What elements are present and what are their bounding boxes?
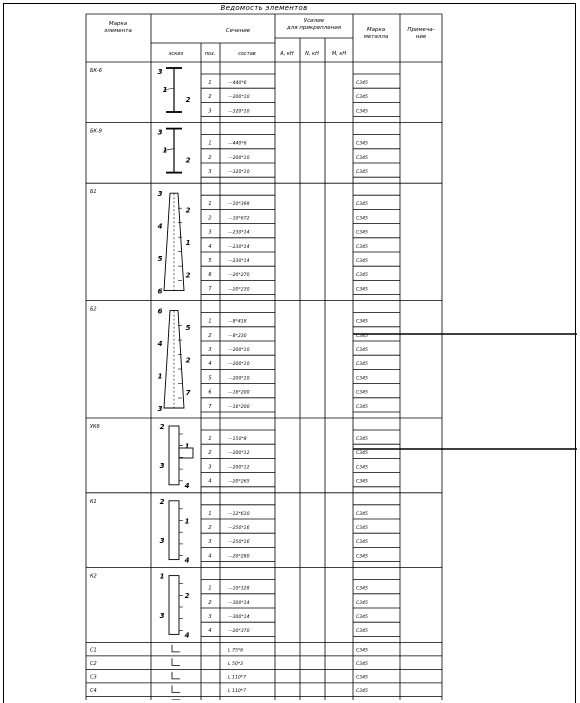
header-composition: состав bbox=[238, 51, 256, 57]
steel-grade: С345 bbox=[356, 450, 368, 456]
callout-number: 3 bbox=[158, 129, 163, 137]
callout-number: 3 bbox=[158, 405, 163, 413]
composition-value: —300*14 bbox=[228, 614, 250, 620]
steel-grade: С345 bbox=[356, 479, 368, 485]
composition-value: —300*14 bbox=[228, 600, 250, 606]
steel-grade: С345 bbox=[356, 525, 368, 531]
composition-value: —8*418 bbox=[228, 319, 247, 325]
position-number: 3 bbox=[208, 539, 211, 545]
position-number: 4 bbox=[208, 244, 211, 250]
position-number: 4 bbox=[208, 361, 211, 367]
header-section: Сечение bbox=[226, 28, 251, 34]
callout-number: 1 bbox=[186, 239, 191, 247]
header-steel: Марка bbox=[367, 27, 386, 33]
composition-value: L 110*7 bbox=[228, 688, 246, 694]
header-force-m: М, кН bbox=[332, 51, 347, 57]
callout-number: 3 bbox=[158, 190, 163, 198]
position-number: 1 bbox=[208, 511, 211, 517]
steel-grade: С345 bbox=[356, 375, 368, 381]
callout-number: 2 bbox=[186, 96, 191, 104]
steel-grade: С345 bbox=[356, 586, 368, 592]
composition-value: —200*10 bbox=[228, 375, 250, 381]
steel-grade: С345 bbox=[356, 404, 368, 410]
composition-value: L 110*7 bbox=[228, 674, 246, 680]
position-number: 1 bbox=[208, 80, 211, 86]
group-mark: К1 bbox=[90, 499, 97, 505]
callout-number: 4 bbox=[185, 557, 190, 565]
steel-grade: С345 bbox=[356, 169, 368, 175]
callout-number: 5 bbox=[186, 324, 191, 332]
steel-grade: С345 bbox=[356, 141, 368, 147]
callout-number: 3 bbox=[158, 68, 163, 76]
composition-value: —200*12 bbox=[228, 450, 250, 456]
position-number: 2 bbox=[208, 525, 211, 531]
single-mark: С1 bbox=[90, 647, 97, 653]
callout-number: 3 bbox=[160, 612, 165, 620]
composition-value: —20*270 bbox=[228, 272, 250, 278]
callout-number: 1 bbox=[185, 517, 190, 525]
callout-number: 1 bbox=[185, 443, 190, 451]
steel-grade: С345 bbox=[356, 230, 368, 236]
position-number: 2 bbox=[208, 450, 211, 456]
callout-number: 4 bbox=[185, 482, 190, 490]
group-mark: БК-6 bbox=[90, 68, 102, 74]
steel-grade: С345 bbox=[356, 628, 368, 634]
header-mark: Марка bbox=[109, 21, 128, 27]
callout-number: 4 bbox=[158, 223, 163, 231]
steel-grade: С345 bbox=[356, 511, 368, 517]
position-number: 2 bbox=[208, 333, 211, 339]
column-outline bbox=[169, 576, 179, 635]
composition-value: —150*8 bbox=[228, 436, 247, 442]
callout-number: 1 bbox=[163, 147, 168, 155]
callout-number: 2 bbox=[160, 423, 165, 431]
composition-value: —20*265 bbox=[228, 479, 250, 485]
composition-value: —20*230 bbox=[228, 286, 250, 292]
position-number: 1 bbox=[208, 319, 211, 325]
header-steel-2: металла bbox=[364, 34, 389, 40]
composition-value: L 75*6 bbox=[228, 647, 243, 653]
composition-value: —230*14 bbox=[228, 230, 250, 236]
position-number: 3 bbox=[208, 614, 211, 620]
column-outline bbox=[169, 426, 179, 485]
position-number: 7 bbox=[208, 404, 212, 410]
steel-grade: С345 bbox=[356, 286, 368, 292]
composition-value: —200*10 bbox=[228, 94, 250, 100]
composition-value: —200*10 bbox=[228, 347, 250, 353]
single-mark: С4 bbox=[90, 688, 97, 694]
position-number: 2 bbox=[208, 600, 211, 606]
callout-number: 2 bbox=[186, 157, 191, 165]
angle-icon bbox=[172, 658, 180, 665]
composition-value: —8*230 bbox=[228, 333, 247, 339]
column-outline bbox=[169, 501, 179, 560]
steel-grade: С345 bbox=[356, 272, 368, 278]
position-number: 5 bbox=[208, 258, 211, 264]
callout-number: 1 bbox=[163, 86, 168, 94]
header-sketch: эскиз bbox=[169, 51, 184, 57]
group-mark: БК-9 bbox=[90, 129, 102, 135]
composition-value: —250*16 bbox=[228, 539, 250, 545]
callout-number: 4 bbox=[185, 631, 190, 639]
header-notes: Примеча- bbox=[407, 27, 434, 33]
position-number: 5 bbox=[208, 375, 211, 381]
position-number: 4 bbox=[208, 479, 211, 485]
composition-value: —16*200 bbox=[228, 390, 250, 396]
callout-number: 3 bbox=[160, 537, 165, 545]
header-pos: поз. bbox=[205, 51, 216, 57]
composition-value: —10*399 bbox=[228, 201, 250, 207]
header-force-a: А, кН bbox=[279, 51, 294, 57]
position-number: 4 bbox=[208, 553, 211, 559]
position-number: 3 bbox=[208, 230, 211, 236]
steel-grade: С345 bbox=[356, 361, 368, 367]
steel-grade: С345 bbox=[356, 661, 368, 667]
position-number: 3 bbox=[208, 169, 211, 175]
position-number: 1 bbox=[208, 141, 211, 147]
position-number: 6 bbox=[208, 272, 211, 278]
steel-grade: С345 bbox=[356, 647, 368, 653]
position-number: 7 bbox=[208, 286, 212, 292]
header-force-2: для прикрепления bbox=[286, 25, 342, 31]
composition-value: —230*14 bbox=[228, 244, 250, 250]
steel-grade: С345 bbox=[356, 155, 368, 161]
steel-grade: С345 bbox=[356, 553, 368, 559]
position-number: 3 bbox=[208, 464, 211, 470]
steel-grade: С345 bbox=[356, 674, 368, 680]
position-number: 3 bbox=[208, 347, 211, 353]
callout-number: 2 bbox=[186, 356, 191, 364]
callout-number: 7 bbox=[186, 389, 191, 397]
angle-icon bbox=[172, 645, 180, 652]
position-number: 1 bbox=[208, 436, 211, 442]
single-mark: С3 bbox=[90, 674, 97, 680]
callout-number: 3 bbox=[160, 462, 165, 470]
angle-icon bbox=[172, 685, 180, 692]
composition-value: —10*328 bbox=[228, 586, 250, 592]
steel-grade: С345 bbox=[356, 244, 368, 250]
angle-icon bbox=[172, 672, 180, 679]
steel-grade: С345 bbox=[356, 464, 368, 470]
callout-number: 2 bbox=[185, 592, 190, 600]
composition-value: —20*370 bbox=[228, 628, 250, 634]
composition-value: —16*200 bbox=[228, 404, 250, 410]
composition-value: —320*10 bbox=[228, 169, 250, 175]
steel-grade: С345 bbox=[356, 436, 368, 442]
callout-number: 1 bbox=[160, 573, 165, 581]
composition-value: —12*610 bbox=[228, 511, 250, 517]
steel-grade: С345 bbox=[356, 347, 368, 353]
composition-value: —200*10 bbox=[228, 155, 250, 161]
callout-number: 1 bbox=[158, 373, 163, 381]
position-number: 2 bbox=[208, 155, 211, 161]
steel-grade: С345 bbox=[356, 319, 368, 325]
steel-grade: С345 bbox=[356, 108, 368, 114]
steel-grade: С345 bbox=[356, 614, 368, 620]
steel-grade: С345 bbox=[356, 688, 368, 694]
callout-number: 4 bbox=[158, 340, 163, 348]
group-mark: Б1 bbox=[90, 189, 97, 195]
steel-grade: С345 bbox=[356, 80, 368, 86]
position-number: 3 bbox=[208, 108, 211, 114]
callout-number: 5 bbox=[158, 255, 163, 263]
steel-grade: С345 bbox=[356, 94, 368, 100]
steel-grade: С345 bbox=[356, 333, 368, 339]
composition-value: L 50*3 bbox=[228, 661, 243, 667]
composition-value: —200*10 bbox=[228, 361, 250, 367]
position-number: 1 bbox=[208, 201, 211, 207]
composition-value: —200*12 bbox=[228, 464, 250, 470]
position-number: 4 bbox=[208, 628, 211, 634]
single-mark: С2 bbox=[90, 661, 97, 667]
position-number: 2 bbox=[208, 94, 211, 100]
page-title: Ведомость элементов bbox=[86, 4, 442, 12]
callout-number: 6 bbox=[158, 308, 163, 316]
header-force: Усилие bbox=[304, 18, 325, 24]
header-notes-2: ние bbox=[416, 34, 427, 40]
callout-number: 6 bbox=[158, 288, 163, 296]
composition-value: —440*6 bbox=[228, 80, 247, 86]
group-mark: Б2 bbox=[90, 307, 97, 313]
callout-number: 2 bbox=[160, 498, 165, 506]
composition-value: —320*10 bbox=[228, 108, 250, 114]
callout-number: 2 bbox=[186, 206, 191, 214]
composition-value: —440*6 bbox=[228, 141, 247, 147]
callout-number: 2 bbox=[186, 271, 191, 279]
group-mark: УКб bbox=[90, 424, 100, 430]
composition-value: —230*14 bbox=[228, 258, 250, 264]
steel-grade: С345 bbox=[356, 390, 368, 396]
steel-grade: С345 bbox=[356, 600, 368, 606]
group-mark: К2 bbox=[90, 574, 97, 580]
header-mark-2: элемента bbox=[104, 28, 132, 34]
position-number: 2 bbox=[208, 215, 211, 221]
composition-value: —20*280 bbox=[228, 553, 250, 559]
steel-grade: С345 bbox=[356, 215, 368, 221]
steel-grade: С345 bbox=[356, 258, 368, 264]
composition-value: —250*16 bbox=[228, 525, 250, 531]
steel-grade: С345 bbox=[356, 539, 368, 545]
position-number: 6 bbox=[208, 390, 211, 396]
position-number: 1 bbox=[208, 586, 211, 592]
header-force-n: N, кН bbox=[305, 51, 319, 57]
composition-value: —10*672 bbox=[228, 215, 250, 221]
steel-grade: С345 bbox=[356, 201, 368, 207]
